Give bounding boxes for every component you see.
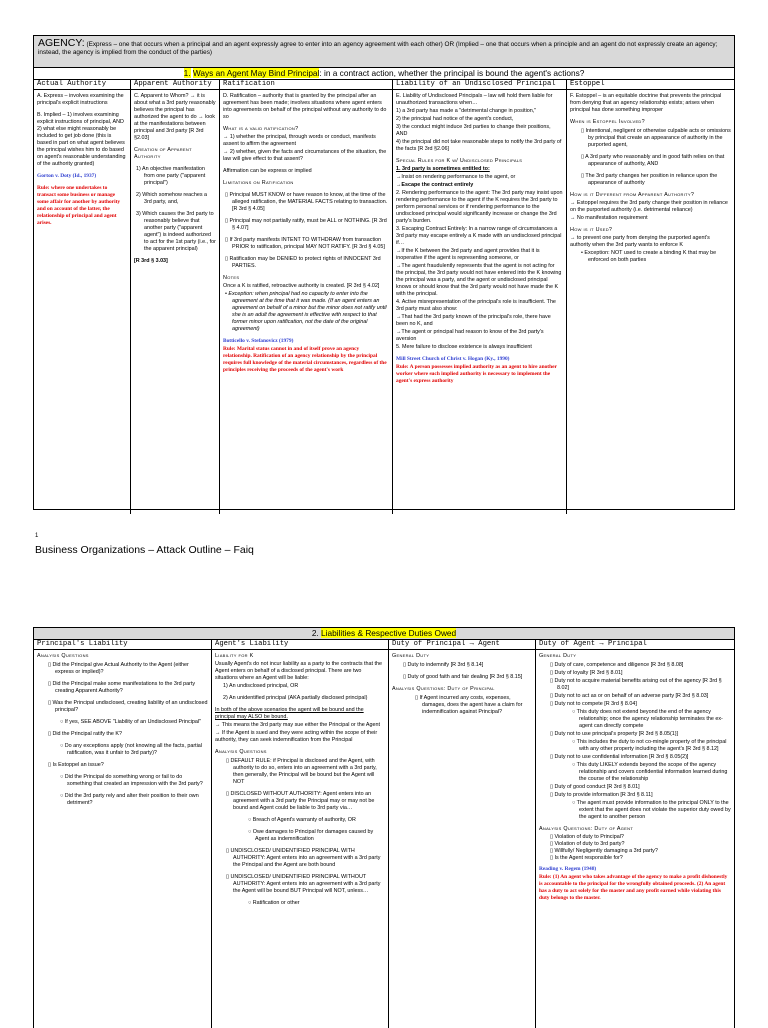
undisclosed-rule-1b: →Escape the contract entirely [396,182,474,188]
dpa-good-faith: ▯ Duty of good faith and fair dealing [R 3rd § 8.15] [403,674,523,680]
section-1-header [34,68,734,80]
undisclosed-rule-1a: →Insist on rendering performance to the agent, or [396,174,516,180]
agent-undisclosed-without-authority: ▯ UNDISCLOSED/ UNIDENTIFIED PRINCIPAL WITHOUT AUTHORITY: Agent enters into an agreement with a 3rd party the Agent will be bound BUT Principal will NOT, unless… [226,874,381,894]
ratification-valid-1: → 1) whether the principal, through words or conduct, manifests assent to affirm the agreement [223,134,376,147]
dap-compete: ▯ Duty not to compete [R 3rd § 8.04] [550,701,637,707]
agent-disclosed-without-authority: ▯ DISCLOSED WITHOUT AUTHORITY: Agent enters into an agreement with a 3rd party the Principal may or may not be bound and Agent could be liable to 3rd party via… [226,791,375,811]
principal-analysis-heading: Analysis Questions [37,653,89,659]
undisclosed-rule-1: 1. 3rd party is sometimes entitled to: [396,166,490,172]
case-botticello: Botticello v. Stefanovicz (1979) [223,338,294,344]
estoppel-exception: • Exception: NOT used to create a binding K that may be enforced on both parties [581,250,717,263]
dap-q4: ▯ Is the Agent responsible for? [550,855,623,861]
section-2-title: Liabilities & Respective Duties Owed [321,628,457,638]
undisclosed-1: 1) a 3rd party has made a "detrimental change in position," [396,108,537,114]
agency-definition-bar [34,36,734,68]
dap-material-benefits: ▯ Duty not to acquire material benefits arising out of the agency [R 3rd § 8.02] [550,678,722,691]
undisclosed-intro: E. Liability of Undisclosed Principals – law will hold them liable for unauthorized transactions when… [396,93,553,106]
ratification-limit-4: ▯ Ratification may be DENIED to protect rights of INNOCENT 3rd PARTIES. [225,256,381,269]
undisclosed-rule-4b: →The agent or principal had reason to know of the 3rd party's aversion [396,329,544,342]
apparent-item-3: 3) Which causes the 3rd party to reasonably believe that another party ("apparent agent") is indeed authorized to act for the 1st party (i.e., for the apparent principal) [136,211,216,252]
dpa-question: ▯ If Agent incurred any costs, expenses, damages, does the agent have a claim for indemnification against Principal? [415,695,523,715]
principal-q4a: ○ Do any exceptions apply (not knowing all the facts, partial ratification, was it unfair to 3rd party)? [60,743,203,756]
apparent-intro: C. Apparent to Whom? → it is about what a 3rd party reasonably believes the principal has authorized the agent to do → look at the manifestations between principal and 3rd party [R 3rd §2.03] [134,93,216,141]
dap-information: ▯ Duty to provide information [R 3rd § 8.11] [550,792,653,798]
ratification-valid-2: → 2) whether, given the facts and circumstances of the situation, the law will give effect to that assent? [223,149,387,162]
agent-ratification-other: ○ Ratification or other [248,900,300,906]
ratification-limit-1: ▯ Principal MUST KNOW or have reason to know, at the time of the alleged ratification, the MATERIAL FACTS relating to transaction. [R 3rd § 4.05] [225,192,388,212]
outline-page-2 [33,627,735,1028]
actual-implied: B. Implied – 1) involves examining explicit instructions of principal, AND 2) what else might reasonably be included to get job done (this is based in part on what agent believes the principal wishes him to do based on agent's reasonable understanding of the authority granted) [37,112,126,167]
col-header-estoppel: Estoppel [570,80,605,88]
duty-agent-principal-column [536,650,734,1028]
agent-liability-column [212,650,389,1028]
case-reading: Reading v. Regem (1948) [539,866,597,872]
agent-undisclosed-with-authority: ▯ UNDISCLOSED/ UNIDENTIFIED PRINCIPAL WITH AUTHORITY: Agent enters into an agreement with a 3rd party the Principal and the Agent are both bound [226,848,381,868]
dpa-general-heading: General Duty [392,653,430,659]
agent-default-rule: ▯ DEFAULT RULE: if Principal is disclosed and the Agent, with authority to do so, enters into an agreement with a 3rd party, then generally, the Principal will be bound but the Agent will NOT [226,758,377,785]
section-1-number: 1. [183,68,191,78]
principal-q4: ▯ Did the Principal ratify the K? [48,731,122,737]
estoppel-use-1: → to prevent one party from denying the purported agent's authority when the 3rd party wants to enforce K [570,235,710,248]
apparent-item-1: 1) An objective manifestation from one party ("apparent principal") [136,166,206,186]
ratification-limit-2: ▯ Principal may not partially ratify, must be ALL or NOTHING. [R 3rd § 4.07] [225,218,387,231]
ratification-notes-heading: Notes [223,275,240,281]
dap-q1: ▯ Violation of duty to Principal? [550,834,624,840]
section-2-column-headers [34,640,734,650]
estoppel-when-3: ▯ The 3rd party changes her position in reliance upon the appearance of authority [581,173,718,186]
undisclosed-rule-4: 4. Active misrepresentation of the principal's role is insufficient. The 3rd party must also show: [396,299,556,312]
undisclosed-4: 4) the principal did not take reasonable steps to notify the 3rd party of the facts [R 3rd §2.06] [396,139,562,152]
ratification-limitations-heading: Limitations on Ratification [223,180,294,186]
section-2-number: 2. [311,628,319,638]
principal-q1: ▯ Did the Principal give Actual Authority to the Agent (either express or implied)? [48,662,189,675]
case-botticello-rule: Rule: Marital status cannot in and of itself prove an agency relationship. Ratification of an agency relationship by the principal requires full knowledge of the material circumstances, regardless of the principles receiving the proceeds of the agent's work [223,346,387,373]
case-gorton-rule: Rule: where one undertakes to transact some business or manage some affair for another by authority and on account of the latter, the relationship of principal and agent arises. [37,185,121,226]
document-footer-title: Business Organizations – Attack Outline – Faiq [35,544,254,556]
col-header-undisclosed-principal: Liability of an Undisclosed Principal [393,80,567,89]
col-header-ratification: Ratification [220,80,393,89]
principal-q5a: ○ Did the Principal do something wrong or fail to do something that created an impression with the 3rd party? [60,774,203,787]
section-1-title: Ways an Agent May Bind Principal [192,68,320,78]
undisclosed-rule-5: 5. Mere failure to disclose existence is always insufficient [396,344,532,350]
undisclosed-2: 2) the principal had notice of the agent's conduct, [396,116,514,122]
agent-liability-k-heading: Liability for K [215,653,254,659]
dap-loyalty: ▯ Duty of loyalty [R 3rd § 8.01] [550,670,623,676]
undisclosed-rule-3: 3. Escaping Contract Entirely: In a narrow range of circumstances a 3rd party may escape entirely a K made with an undisclosed principal if… [396,226,562,246]
principal-q3a: ○ If yes, SEE ABOVE "Liability of an Undisclosed Principal" [60,719,202,725]
page-number: 1 [35,533,39,539]
principal-q5: ▯ Is Estoppel an issue? [48,762,104,768]
dap-property: ▯ Duty not to use principal's property [R 3rd § 8.05(1)] [550,731,679,737]
col-header-duty-principal-agent: Duty of Principal → Agent [389,640,536,649]
agent-owe-damages: ○ Owe damages to Principal for damages caused by Agent as indemnification [248,829,374,842]
agency-label: AGENCY: [38,37,85,49]
section-1-columns [34,90,734,514]
principal-q5b: ○ Did the 3rd party rely and alter their position to their own detriment? [60,793,199,806]
undisclosed-rules-heading: Special Rules for K w/ Undisclosed Principals [396,158,523,164]
section-1-column-headers [34,80,734,90]
estoppel-when-2: ▯ A 3rd party who reasonably and in good faith relies on that appearance of authority, AND [581,154,725,167]
col-header-actual-authority: Actual Authority [34,80,131,89]
ratification-affirmation: Affirmation can be express or implied [223,168,312,174]
dap-analysis-heading: Analysis Questions: Duty of Agent [539,826,634,832]
actual-express: A. Express – involves examining the principal's explicit instructions [37,93,124,106]
apparent-authority-column [131,90,220,514]
estoppel-column [567,90,734,514]
dap-confidential: ▯ Duty not to use confidential information [R 3rd § 8.05(2)] [550,754,689,760]
agency-definition: (Express – one that occurs when a principal and an agent expressly agree to enter into an agency agreement with each other) OR (Implied – one that occurs when a principle and an agent do not expressly create an agency; instead, the agency is implied from the conduct of the parties) [38,41,718,56]
apparent-citation: [R 3rd § 3.03] [134,258,168,264]
agent-analysis-heading: Analysis Questions [215,749,267,755]
case-mill-street-rule: Rule: A person possesses implied authority as an agent to hire another worker where such implied authority is necessary to implement the agent's express authority [396,364,557,384]
ratification-limit-3: ▯ If 3rd party manifests INTENT TO WITHDRAW from transaction PRIOR to ratification, principal MAY NOT RATIFY. [R 3rd § 4.05] [225,237,385,250]
dpa-indemnify: ▯ Duty to indemnify [R 3rd § 8.14] [403,662,484,668]
estoppel-intro: F. Estoppel – is an equitable doctrine that prevents the principal from denying that an agency relationship exists; arises when principal has done something improper [570,93,722,113]
col-header-duty-agent-principal: Duty of Agent → Principal [539,640,647,648]
apparent-item-2: 2) Which somehow reaches a 3rd party, and, [136,192,208,205]
agent-liability-sue: → This means the 3rd party may sue either the Principal or the Agent [215,722,380,728]
duty-principal-agent-column [389,650,536,1028]
dap-general-heading: General Duty [539,653,577,659]
undisclosed-rule-2: 2. Rendering performance to the agent: The 3rd party may insist upon rendering performance to the agent if the K requires the 3rd party to perform personal services or if rendering performance to the undisclosed principal would significantly increase or change the 3rd party's burden. [396,190,563,224]
principal-q3: ▯ Was the Principal undisclosed, creating liability of an undisclosed principal? [48,700,208,713]
dap-information-note: ○ The agent must provide information to the principal ONLY to the extent that the agent does not violate the superior duty owed by the agent to another person [572,800,731,820]
case-gorton: Gorton v. Doty (Id., 1937) [37,173,97,179]
dap-good-conduct: ▯ Duty of good conduct [R 3rd § 8.01] [550,784,640,790]
agent-liability-both-bound: In both of the above scenarios the agent will be bound and the principal may ALSO be bound. [215,707,364,720]
ratification-column [220,90,393,514]
estoppel-when-1: ▯ Intentional, negligent or otherwise culpable acts or omissions by principal that create an appearance of authority in the purported agent, [581,128,731,148]
undisclosed-3: 3) the conduct might induce 3rd parties to change their positions, AND [396,124,551,137]
estoppel-use-heading: How is it Used? [570,227,613,233]
section-1-subtitle: : in a contract action, whether the principal is bound the agent's actions? [319,68,585,78]
ratification-valid-heading: What is a valid ratification? [223,126,299,132]
ratification-exception: • Exception: when principal had no capacity to enter into the agreement at the time that it was made. (If an agent enters an agreement on behalf of a minor but the minor does not ratify until she is an adult the agreement is effective with respect to that former minor upon ratification, not the date of the original agreement) [225,291,387,332]
col-header-principal-liability: Principal's Liability [34,640,212,649]
section-2-columns [34,650,734,1028]
dap-adverse-party: ▯ Duty not to act as or on behalf of an adverse party [R 3rd § 8.03] [550,693,709,699]
principal-q2: ▯ Did the Principal make some manifestations to the 3rd party creating Apparent Authority? [48,681,196,694]
undisclosed-rule-3b: →The agent fraudulently represents that the agent is not acting for the principal, the 3rd party would not have entered into the K knowing the principal was a party, and the agent or undisclosed principal knows or should know that the 3rd party would not have made the K with the principal. [396,263,562,297]
dap-care: ▯ Duty of care, competence and diligence [R 3rd § 8.08] [550,662,684,668]
estoppel-diff-1: → Estoppel requires the 3rd party change their position in reliance on the purported authority (i.e. detrimental reliance) [570,200,728,213]
agent-warranty-breach: ○ Breach of Agent's warranty of authority, OR [248,817,356,823]
dpa-analysis-heading: Analysis Questions: Duty of Principal [392,686,495,692]
col-header-apparent-authority: Apparent Authority [131,80,220,89]
agent-liability-item-1: 1) An undisclosed principal, OR [223,683,299,689]
ratification-note: Once a K is ratified, retroactive authority is created. [R 3rd § 4.02] [223,283,380,289]
estoppel-diff-2: → No manifestation requirement [570,215,648,221]
agent-liability-item-2: 2) An unidentified principal (AKA partially disclosed principal) [223,695,368,701]
estoppel-diff-heading: How is it Different from Apparent Authority? [570,192,695,198]
ratification-intro: D. Ratification – authority that is granted by the principal after an agreement has been made; involves situations where agent enters into agreements on behalf of the principal without any authority to do so [223,93,387,120]
case-mill-street: Mill Street Church of Christ v. Hogan (Ky., 1990) [396,356,510,362]
undisclosed-rule-3a: →If the K between the 3rd party and agent provides that it is inoperative if the agent is representing someone, or [396,248,540,261]
apparent-creation-heading: Creation of Apparent Authority [134,147,192,160]
dap-compete-note: ○ This duty does not extend beyond the end of the agency relationship; once the agency relationship terminates the ex-agent can directly compete [572,709,723,729]
dap-property-note: ○ This includes the duty to not co-mingle property of the principal with any other property including the agent's [R 3rd § 8.12] [572,739,727,752]
agent-liability-indemnify: → If the Agent is sued and they were acting within the scope of their authority, they can seek indemnification from the Principal [215,730,378,743]
case-reading-rule: Rule: (1) An agent who takes advantage of the agency to make a profit dishonestly is accountable to the principal for the wrongfully obtained proceeds. (2) An agent has a duty to act solely for the master and any profit earned while violating this duty belongs to the master. [539,874,728,901]
undisclosed-principal-column [393,90,567,514]
undisclosed-rule-4a: →That had the 3rd party known of the principal's role, there have been no K, and [396,314,551,327]
outline-page-1 [33,35,735,510]
dap-q3: ▯ Willfully/ Negligently damaging a 3rd party? [550,848,658,854]
actual-authority-column [34,90,131,514]
dap-q2: ▯ Violation of duty to 3rd party? [550,841,625,847]
section-2-header [34,628,734,640]
estoppel-when-heading: When is Estoppel Involved? [570,119,645,125]
dap-confidential-note: ○ This duty LIKELY extends beyond the scope of the agency relationship and covers confidential information learned during the course of the relationship [572,762,728,782]
principal-liability-column [34,650,212,1028]
agent-liability-intro: Usually Agent's do not incur liability as a party to the contracts that the Agent enters on behalf of a disclosed principal. There are two situations where an Agent will be liable: [215,661,383,681]
col-header-agent-liability: Agent's Liability [212,640,389,649]
